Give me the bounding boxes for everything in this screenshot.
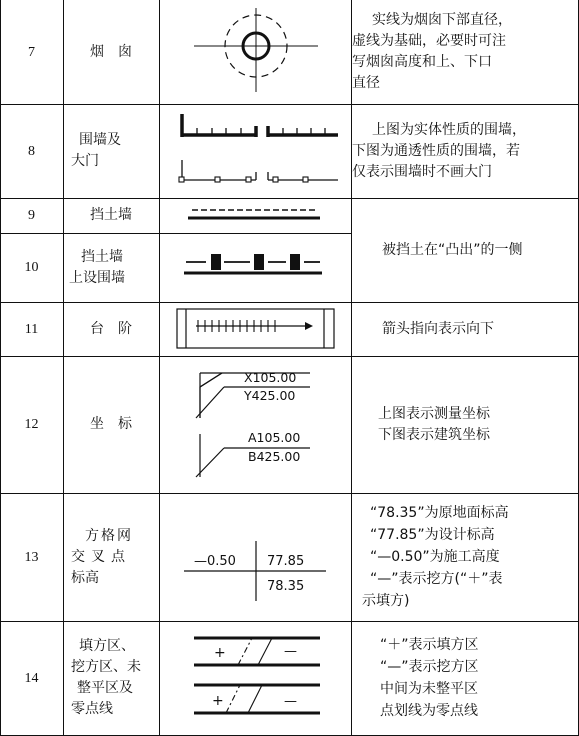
row-10-name: 挡土墙 上设围墙 <box>69 248 125 286</box>
row-9-number: 9 <box>28 208 35 223</box>
chimney-symbol <box>160 0 351 104</box>
row-12-name: 坐 标 <box>90 416 132 432</box>
coordinate-y-label: Y425.00 <box>244 388 296 403</box>
row-7-description: 实线为烟囱下部直径， 虚线为基础，必要时可注 写烟囱高度和上、下口 直径 <box>352 12 512 91</box>
row-12-description: 上图表示测量坐标 下图表示建筑坐标 <box>378 405 490 443</box>
row-13-name: 方格网 交叉点 标高 <box>71 527 133 586</box>
row-9-name: 挡土墙 <box>90 207 132 223</box>
steps-symbol <box>160 302 351 356</box>
row-10-number: 10 <box>24 260 39 275</box>
row-9-10-description: 被挡土在“凸出”的一侧 <box>382 241 523 258</box>
row-14-description: “＋”表示填方区 “—”表示挖方区 中间为未整平区 点划线为零点线 <box>380 637 479 719</box>
row-14-name: 填方区、 挖方区、未 整平区及 零点线 <box>71 638 141 717</box>
row-13-description: “78.35”为原地面标高 “77.85”为设计标高 “—0.50”为施工高度 “—”表示挖方(“＋”表 示填方) <box>362 505 509 609</box>
cut-sign-top: — <box>284 644 297 659</box>
row-8-name: 围墙及 大门 <box>71 132 121 169</box>
design-elevation-label: 77.85 <box>267 554 305 569</box>
row-11-description: 箭头指向表示向下 <box>382 320 494 337</box>
row-12-number: 12 <box>24 417 39 432</box>
row-8-number: 8 <box>28 143 35 159</box>
row-13-number: 13 <box>24 549 39 565</box>
row-7-name: 烟 囱 <box>90 43 132 60</box>
grid-elevation-symbol <box>160 493 351 621</box>
row-8-description: 上图为实体性质的围墙， 下图为通透性质的围墙，若 仅表示围墙时不画大门 <box>352 121 526 180</box>
coordinate-b-label: B425.00 <box>248 449 301 464</box>
coordinate-symbol <box>160 356 351 493</box>
cut-sign-bottom: — <box>284 694 297 709</box>
coordinate-a-label: A105.00 <box>248 430 301 445</box>
coordinate-x-label: X105.00 <box>244 370 297 385</box>
enclosure-wall-gate-symbol <box>160 104 351 198</box>
fill-cut-zone-symbol <box>160 621 351 735</box>
retaining-wall-with-fence-symbol <box>160 233 351 302</box>
row-11-name: 台 阶 <box>90 320 132 337</box>
retaining-wall-symbol <box>160 198 351 233</box>
fill-sign-top: + <box>214 645 226 661</box>
ground-elevation-label: 78.35 <box>267 579 305 594</box>
row-11-number: 11 <box>24 321 39 337</box>
construction-height-label: —0.50 <box>194 554 236 569</box>
row-7-number: 7 <box>28 44 35 60</box>
fill-sign-bottom: + <box>212 693 224 709</box>
row-14-number: 14 <box>24 670 39 686</box>
